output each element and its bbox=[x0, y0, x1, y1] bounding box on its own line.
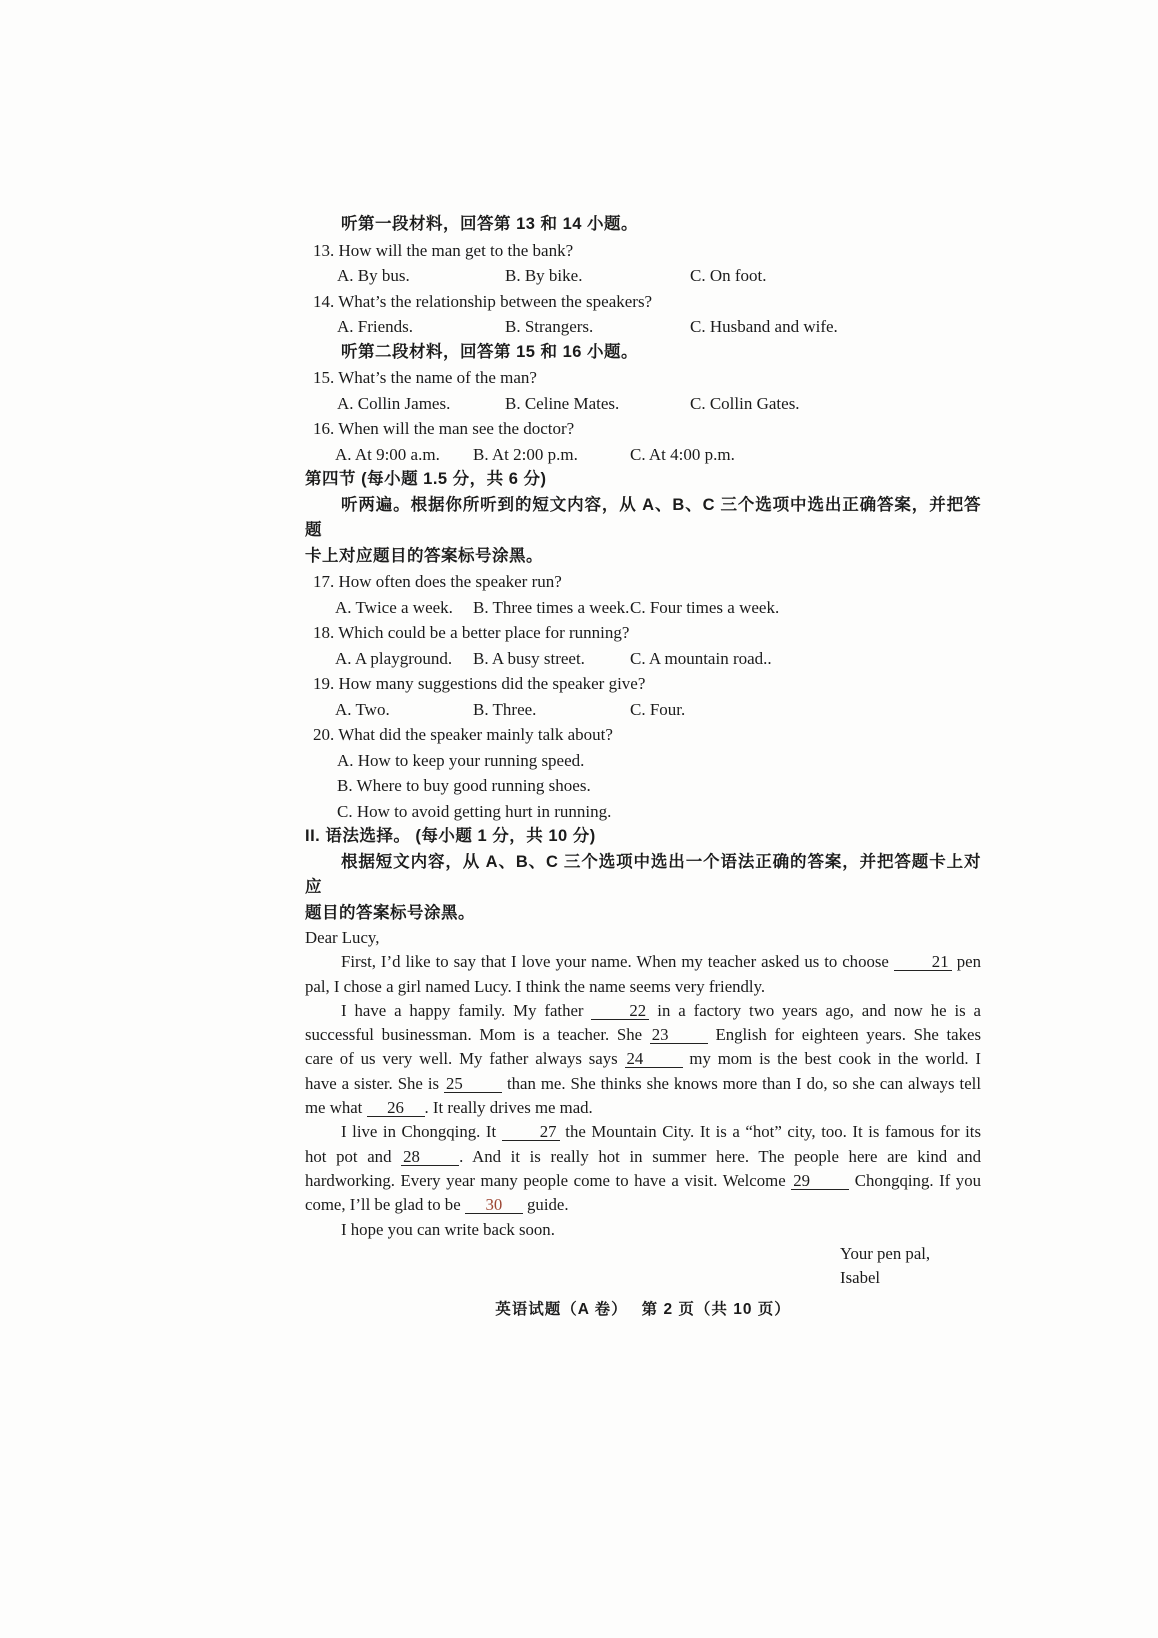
letter-line-3: I have a happy family. My father 22 in a factory two years ago, and now he is a bbox=[341, 1000, 981, 1020]
question-15-options bbox=[305, 391, 981, 417]
question-20-stem: 20. What did the speaker mainly talk about? bbox=[313, 725, 613, 744]
question-13-options bbox=[305, 263, 981, 289]
option-16-b: B. At 2:00 p.m. bbox=[473, 444, 578, 464]
letter-signature-closing: Your pen pal, bbox=[840, 1243, 931, 1263]
letter-line-9: hot pot and 28 . And it is really hot in summer here. The people here are kind and bbox=[305, 1146, 982, 1166]
letter-line-10: hardworking. Every year many people come to have a visit. Welcome 29 Chongqing. If you bbox=[305, 1170, 981, 1190]
option-15-b: B. Celine Mates. bbox=[505, 393, 620, 413]
blank-29: 29 bbox=[791, 1172, 849, 1190]
letter-line-6: have a sister. She is 25 than me. She thinks she knows more than I do, so she can always tell bbox=[305, 1073, 981, 1093]
blank-28: 28 bbox=[401, 1148, 459, 1166]
blank-30: 30 bbox=[465, 1196, 523, 1214]
option-18-a: A. A playground. bbox=[335, 648, 453, 668]
letter-line-2: pal, I chose a girl named Lucy. I think the name seems very friendly. bbox=[305, 976, 766, 996]
option-19-a: A. Two. bbox=[335, 699, 390, 719]
letter-line-7: me what 26 . It really drives me mad. bbox=[305, 1098, 593, 1118]
blank-26: 26 bbox=[367, 1099, 425, 1117]
option-20-a: A. How to keep your running speed. bbox=[337, 750, 585, 770]
letter-signature-name: Isabel bbox=[840, 1268, 881, 1288]
question-13-stem: 13. How will the man get to the bank? bbox=[313, 240, 574, 260]
option-20-c: C. How to avoid getting hurt in running. bbox=[337, 801, 612, 821]
option-18-b: B. A busy street. bbox=[473, 648, 585, 668]
section-4-instruction-line-2: 卡上对应题目的答案标号涂黑。 bbox=[305, 546, 543, 565]
question-16-stem: 16. When will the man see the doctor? bbox=[313, 419, 575, 438]
letter-line-8: I live in Chongqing. It 27 the Mountain City. It is a “hot” city, too. It is famous for its bbox=[341, 1122, 981, 1142]
blank-21: 21 bbox=[894, 953, 952, 971]
option-17-b: B. Three times a week. bbox=[473, 597, 630, 617]
option-19-c: C. Four. bbox=[630, 699, 686, 719]
listening-hint-2: 听第二段材料，回答第 15 和 16 小题。 bbox=[341, 342, 639, 361]
question-14-stem: 14. What’s the relationship between the speakers? bbox=[313, 291, 653, 311]
option-20-b: B. Where to buy good running shoes. bbox=[337, 776, 591, 795]
option-18-c: C. A mountain road.. bbox=[630, 648, 772, 668]
blank-27: 27 bbox=[502, 1123, 560, 1141]
question-19-options bbox=[305, 697, 981, 723]
option-17-c: C. Four times a week. bbox=[630, 597, 780, 617]
listening-section bbox=[305, 212, 981, 926]
option-14-b: B. Strangers. bbox=[505, 317, 594, 336]
question-17-options bbox=[305, 595, 981, 621]
letter-line-4: successful businessman. Mom is a teacher. She 23 English for eighteen years. She takes bbox=[305, 1025, 981, 1045]
blank-24: 24 bbox=[625, 1050, 683, 1068]
question-18-options bbox=[305, 646, 981, 672]
grammar-instruction-line-2: 题目的答案标号涂黑。 bbox=[305, 903, 475, 922]
option-13-c: C. On foot. bbox=[690, 266, 767, 285]
listening-hint-1: 听第一段材料，回答第 13 和 14 小题。 bbox=[341, 215, 639, 233]
page-footer: 英语试题（A 卷） 第 2 页（共 10 页） bbox=[495, 1301, 791, 1319]
option-16-c: C. At 4:00 p.m. bbox=[630, 444, 735, 464]
blank-25: 25 bbox=[444, 1075, 502, 1093]
question-18-stem: 18. Which could be a better place for running? bbox=[313, 623, 630, 642]
option-16-a: A. At 9:00 a.m. bbox=[335, 444, 440, 464]
question-15-stem: 15. What’s the name of the man? bbox=[313, 368, 537, 387]
letter-line-5: care of us very well. My father always says 24 my mom is the best cook in the world. I bbox=[305, 1049, 981, 1069]
option-14-c: C. Husband and wife. bbox=[690, 317, 838, 336]
letter-line-11: come, I’ll be glad to be 30 guide. bbox=[305, 1195, 569, 1215]
option-13-b: B. By bike. bbox=[505, 266, 583, 285]
page-content bbox=[305, 212, 981, 1323]
option-14-a: A. Friends. bbox=[337, 317, 414, 336]
blank-22: 22 bbox=[591, 1002, 649, 1020]
blank-23: 23 bbox=[650, 1026, 708, 1044]
option-17-a: A. Twice a week. bbox=[335, 597, 453, 617]
question-14-options bbox=[305, 314, 981, 340]
question-17-stem: 17. How often does the speaker run? bbox=[313, 572, 562, 591]
section-4-instruction-line-1: 听两遍。根据你所听到的短文内容，从 A、B、C 三个选项中选出正确答案，并把答题 bbox=[305, 495, 981, 539]
letter-line-12: I hope you can write back soon. bbox=[341, 1219, 555, 1239]
cloze-letter bbox=[305, 926, 981, 1290]
grammar-section-title: II. 语法选择。 (每小题 1 分，共 10 分) bbox=[305, 827, 596, 845]
option-15-a: A. Collin James. bbox=[337, 393, 451, 413]
letter-salutation: Dear Lucy, bbox=[305, 928, 380, 947]
grammar-instruction-line-1: 根据短文内容，从 A、B、C 三个选项中选出一个语法正确的答案，并把答题卡上对应 bbox=[305, 852, 981, 896]
question-19-stem: 19. How many suggestions did the speaker give? bbox=[313, 674, 646, 693]
letter-line-1: First, I’d like to say that I love your name. When my teacher asked us to choose 21 pen bbox=[341, 952, 981, 972]
section-4-title: 第四节 (每小题 1.5 分，共 6 分) bbox=[305, 470, 547, 488]
option-15-c: C. Collin Gates. bbox=[690, 393, 800, 413]
question-16-options bbox=[305, 442, 981, 468]
option-13-a: A. By bus. bbox=[337, 266, 410, 285]
option-19-b: B. Three. bbox=[473, 699, 537, 719]
